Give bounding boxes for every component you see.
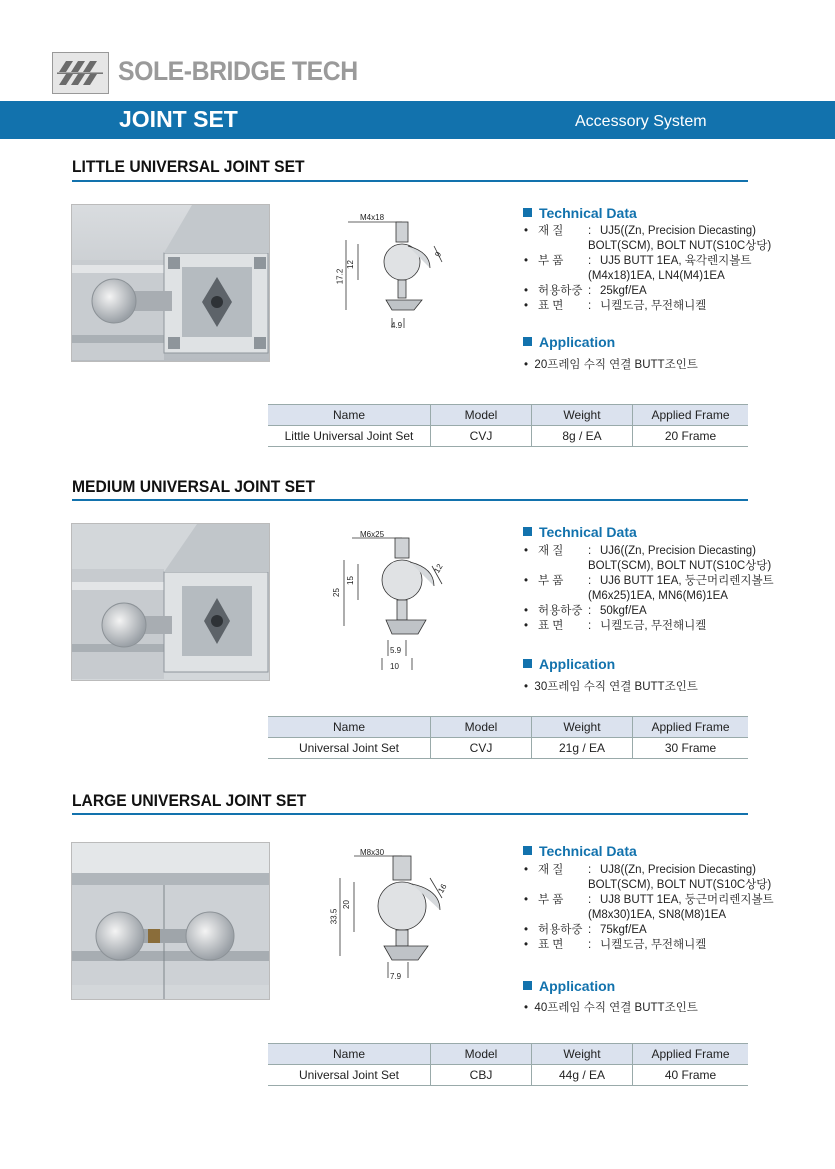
application-heading: Application: [523, 334, 615, 350]
section-title-little: LITTLE UNIVERSAL JOINT SET: [72, 157, 305, 176]
square-bullet-icon: [523, 981, 532, 990]
technical-data-list: • 재 질 : UJ5((Zn, Precision Diecasting) BOLT(SCM), BOLT NUT(S10C상당) • 부 품 : UJ5 BUTT 1EA, 육각렌지볼트 (M4x18)1EA, LN4(M4)1EA • 허용하중 : 25kgf/EA • 표 면 : 니켈도금, 무전해니켈: [524, 225, 772, 312]
technical-data-list: • 재 질 : UJ8((Zn, Precision Diecasting) BOLT(SCM), BOLT NUT(S10C상당) • 부 품 : UJ8 BUTT 1EA, 둥근머리렌지볼트 (M8x30)1EA, SN8(M8)1EA • 허용하중 : 75kgf/EA • 표 면 : 니켈도금, 무전해니켈: [524, 864, 774, 951]
square-bullet-icon: [523, 527, 532, 536]
section-rule: [72, 180, 748, 182]
dim-bolt: M4x18: [360, 213, 385, 222]
dim-width: 5.9: [390, 646, 402, 655]
dim-base: 10: [390, 662, 399, 671]
dim-width: 4.9: [391, 321, 403, 330]
product-photo-medium: [71, 523, 270, 681]
dim-height-inner: 12: [345, 260, 355, 269]
logo-stripes-icon: [53, 53, 108, 93]
technical-data-list: • 재 질 : UJ6((Zn, Precision Diecasting) BOLT(SCM), BOLT NUT(S10C상당) • 부 품 : UJ6 BUTT 1EA, 둥근머리렌지볼트 (M6x25)1EA, MN6(M6)1EA • 허용하중 : 50kgf/EA • 표 면 : 니켈도금, 무전해니켈: [524, 545, 774, 632]
dim-height-total: 33.5: [329, 908, 339, 925]
dim-bolt: M6x25: [360, 530, 385, 539]
application-text: • 20프레임 수직 연결 BUTT조인트: [524, 359, 698, 371]
dim-width: 7.9: [390, 972, 402, 981]
product-photo-little: [71, 204, 270, 362]
company-logo: [52, 52, 109, 94]
dim-ball: 12: [432, 562, 445, 575]
square-bullet-icon: [523, 659, 532, 668]
spec-table-little: Name Model Weight Applied Frame Little Universal Joint Set CVJ 8g / EA 20 Frame: [268, 404, 748, 447]
dim-height-inner: 20: [341, 900, 351, 909]
dim-ball: 16: [436, 882, 449, 895]
dimension-drawing-large: [330, 848, 460, 988]
application-text: • 40프레임 수직 연결 BUTT조인트: [524, 1002, 698, 1014]
product-photo-large: [71, 842, 270, 1000]
technical-data-heading: Technical Data: [523, 205, 637, 221]
application-heading: Application: [523, 978, 615, 994]
square-bullet-icon: [523, 337, 532, 346]
application-heading: Application: [523, 656, 615, 672]
dimension-drawing-medium: [330, 530, 460, 675]
dim-height-total: 17.2: [335, 268, 345, 285]
application-text: • 30프레임 수직 연결 BUTT조인트: [524, 681, 698, 693]
spec-table-large: Name Model Weight Applied Frame Universal Joint Set CBJ 44g / EA 40 Frame: [268, 1043, 748, 1086]
table-row: Universal Joint Set CVJ 21g / EA 30 Frame: [268, 738, 748, 759]
table-row: Little Universal Joint Set CVJ 8g / EA 20 Frame: [268, 426, 748, 447]
square-bullet-icon: [523, 846, 532, 855]
page-subtitle: Accessory System: [575, 113, 707, 130]
page-title: JOINT SET: [119, 106, 238, 132]
section-title-large: LARGE UNIVERSAL JOINT SET: [72, 791, 307, 810]
technical-data-heading: Technical Data: [523, 843, 637, 859]
technical-data-heading: Technical Data: [523, 524, 637, 540]
square-bullet-icon: [523, 208, 532, 217]
dim-bolt: M8x30: [360, 848, 385, 857]
section-title-medium: MEDIUM UNIVERSAL JOINT SET: [72, 477, 316, 496]
section-rule: [72, 813, 748, 815]
dimension-drawing-little: [330, 210, 460, 340]
brand-name: SOLE-BRIDGE TECH: [118, 56, 358, 86]
table-row: Universal Joint Set CBJ 44g / EA 40 Frame: [268, 1065, 748, 1086]
section-rule: [72, 499, 748, 501]
spec-table-medium: Name Model Weight Applied Frame Universal Joint Set CVJ 21g / EA 30 Frame: [268, 716, 748, 759]
dim-height-total: 25: [331, 588, 341, 597]
dim-ball: 9: [433, 250, 444, 259]
dim-height-inner: 15: [345, 576, 355, 585]
